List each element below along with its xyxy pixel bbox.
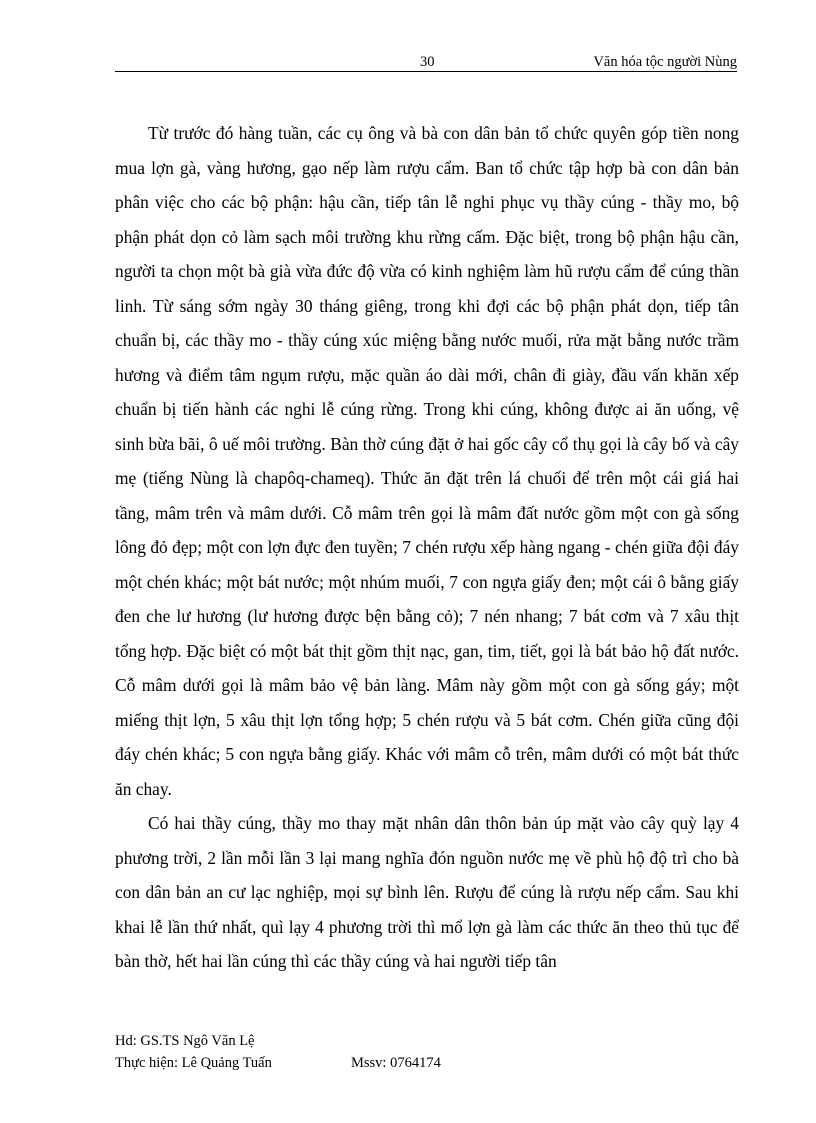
paragraph-1: Từ trước đó hàng tuần, các cụ ông và bà con dân bản tổ chức quyên góp tiền nong mua lợn gà, vàng hương, gạo nếp làm rượu cẩm. Ban tổ chức tập hợp bà con dân bản phân việc cho các bộ phận: hậu cần, tiếp tân lễ nghi phục vụ thầy cúng - thầy mo, bộ phận phát dọn cỏ làm sạch môi trường khu rừng cấm. Đặc biệt, trong bộ phận hậu cần, người ta chọn một bà già vừa đức độ vừa có kinh nghiệm làm hũ rượu cẩm để cúng thần linh. Từ sáng sớm ngày 30 tháng giêng, trong khi đợi các bộ phận phát dọn, tiếp tân chuẩn bị, các thầy mo - thầy cúng xúc miệng bằng nước muối, rửa mặt bằng nước trầm hương và điểm tâm ngụm rượu, mặc quần áo dài mới, chân đi giày, đầu vấn khăn xếp chuẩn bị tiến hành các nghi lễ cúng rừng. Trong khi cúng, không được ai ăn uống, vệ sinh bừa bãi, ô uế môi trường. Bàn thờ cúng đặt ở hai gốc cây cổ thụ gọi là cây bố và cây mẹ (tiếng Nùng là chapôq-chameq). Thức ăn đặt trên lá chuối để trên một cái giá hai tầng, mâm trên và mâm dưới. Cỗ mâm trên gọi là mâm đất nước gồm một con gà sống lông đỏ đẹp; một con lợn đực đen tuyền; 7 chén rượu xếp hàng ngang - chén giữa đội đáy một chén khác; một bát nước; một nhúm muối, 7 con ngựa giấy đen; một cái ô bằng giấy đen che lư hương (lư hương được bện bằng cỏ); 7 nén nhang; 7 bát cơm và 7 xâu thịt tổng hợp. Đặc biệt có một bát thịt gồm thịt nạc, gan, tim, tiết, gọi là bát bảo hộ đất nước. Cỗ mâm dưới gọi là mâm bảo vệ bản làng. Mâm này gồm một con gà sống gáy; một miếng thịt lợn, 5 xâu thịt lợn tổng hợp; 5 chén rượu và 5 bát cơm. Chén giữa cũng đội đáy chén khác; 5 con ngựa bằng giấy. Khác với mâm cỗ trên, mâm dưới có một bát thức ăn chay. <box>115 123 739 799</box>
page-header <box>115 54 737 72</box>
student-id: Mssv: 0764174 <box>351 1055 441 1071</box>
body-text <box>115 116 739 979</box>
running-title: Văn hóa tộc người Nùng <box>593 54 737 70</box>
advisor-line: Hd: GS.TS Ngô Văn Lệ <box>115 1033 255 1049</box>
paragraph-2: Có hai thầy cúng, thầy mo thay mặt nhân dân thôn bản úp mặt vào cây quỳ lạy 4 phương trời, 2 lần mỗi lần 3 lại mang nghĩa đón nguồn nước mẹ về phù hộ độ trì cho bà con dân bản an cư lạc nghiệp, mọi sự bình lên. Rượu để cúng là rượu nếp cẩm. Sau khi khai lễ lần thứ nhất, quì lạy 4 phương trời thì mổ lợn gà làm các thức ăn theo thủ tục để bàn thờ, hết hai lần cúng thì các thầy cúng và hai người tiếp tân <box>115 813 739 971</box>
page-footer <box>115 1030 441 1074</box>
page-number: 30 <box>420 54 435 70</box>
author-line <box>115 1052 441 1074</box>
author-name: Thực hiện: Lê Quảng Tuấn <box>115 1055 272 1071</box>
